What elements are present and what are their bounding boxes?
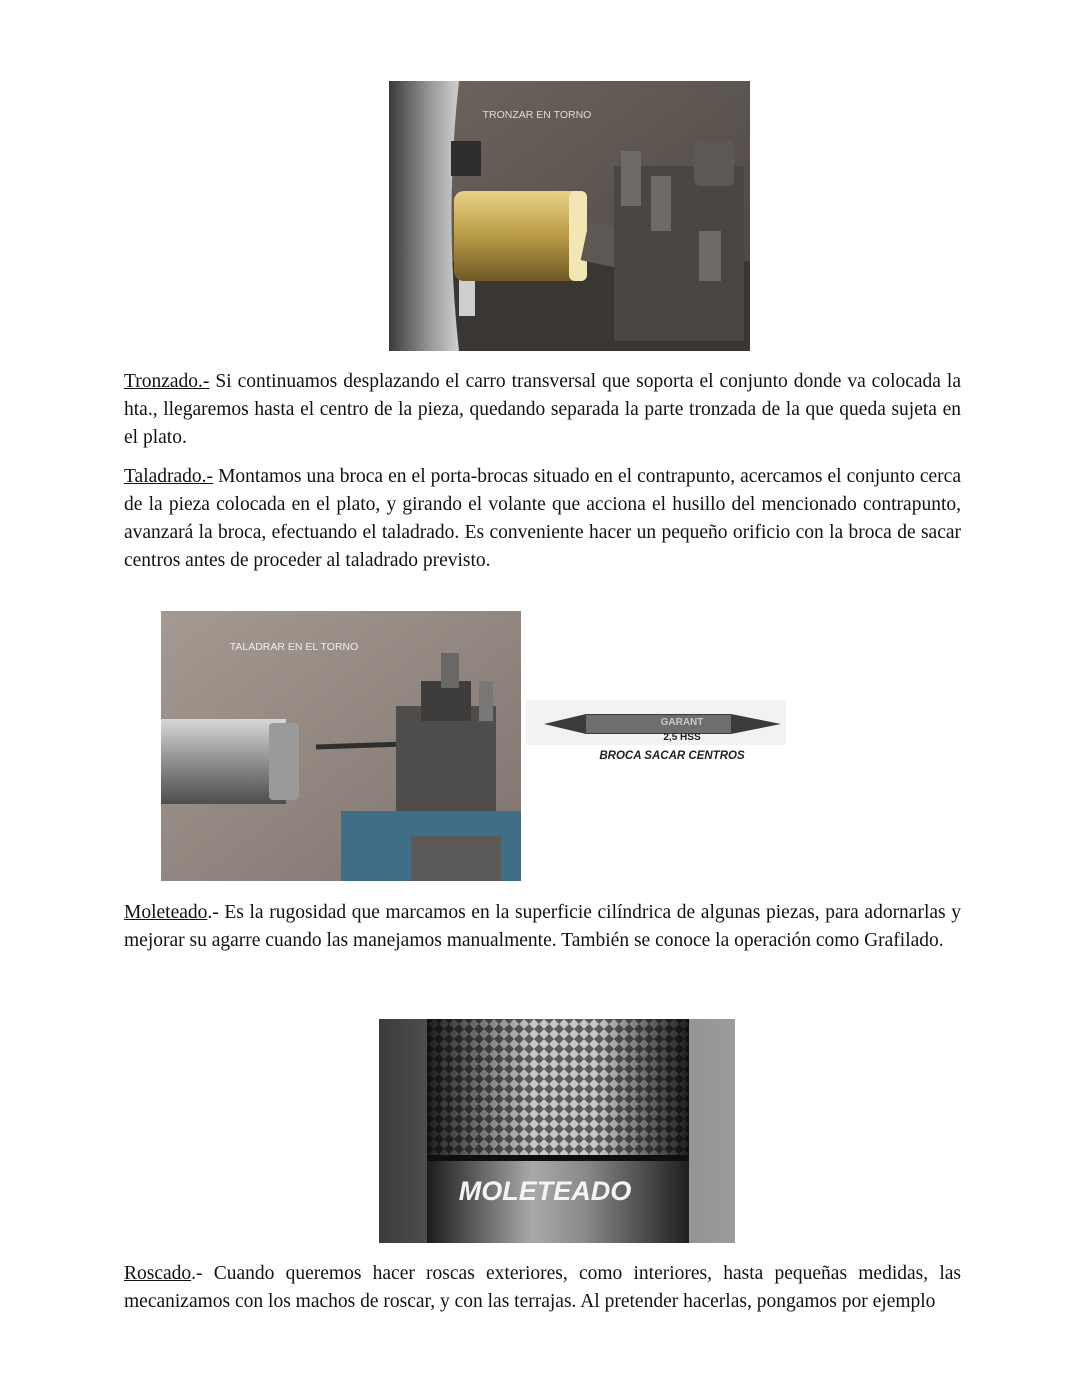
- taladrar-photo: [161, 611, 521, 881]
- term-taladrado: Taladrado.-: [124, 466, 214, 487]
- paragraph-moleteado: [124, 899, 961, 955]
- tronzar-caption: TRONZAR EN TORNO: [482, 109, 592, 121]
- moleteado-caption: MOLETEADO: [458, 1176, 632, 1206]
- broca-size: 2,5 HSS: [663, 732, 701, 743]
- paragraph-roscado: [124, 1260, 961, 1316]
- text-moleteado: .- Es la rugosidad que marcamos en la superficie cilíndrica de algunas piezas, para adornarlas y mejorar su agarre cuando las manejamos manualmente. También se conoce la operación como Grafilado.: [124, 902, 961, 951]
- broca-caption: BROCA SACAR CENTROS: [599, 750, 745, 762]
- term-tronzado: Tronzado.-: [124, 371, 210, 392]
- tronzar-photo: [389, 81, 750, 351]
- taladrar-caption: TALADRAR EN EL TORNO: [229, 641, 359, 653]
- text-roscado: .- Cuando queremos hacer roscas exteriores, como interiores, hasta pequeñas medidas, las mecanizamos con los machos de roscar, y con las terrajas. Al pretender hacerlas, pongamos por ejemplo: [124, 1263, 961, 1312]
- paragraph-tronzado: [124, 368, 961, 452]
- moleteado-photo: [379, 1019, 735, 1243]
- text-tronzado: Si continuamos desplazando el carro transversal que soporta el conjunto donde va colocada la hta., llegaremos hasta el centro de la pieza, quedando separada la parte tronzada de la que queda sujeta en el plato.: [124, 371, 961, 448]
- term-roscado: Roscado: [124, 1263, 192, 1284]
- text-taladrado: Montamos una broca en el porta-brocas situado en el contrapunto, acercamos el conjunto cerca de la pieza colocada en el plato, y girando el volante que acciona el husillo del mencionado contrapunto, avanzará la broca, efectuando el taladrado. Es conveniente hacer un pequeño orificio con la broca de sacar centros antes de proceder al taladrado previsto.: [124, 466, 961, 571]
- term-moleteado: Moleteado: [124, 902, 208, 923]
- broca-photo: [526, 700, 786, 768]
- paragraph-taladrado: [124, 463, 961, 575]
- broca-brand: GARANT: [660, 717, 704, 728]
